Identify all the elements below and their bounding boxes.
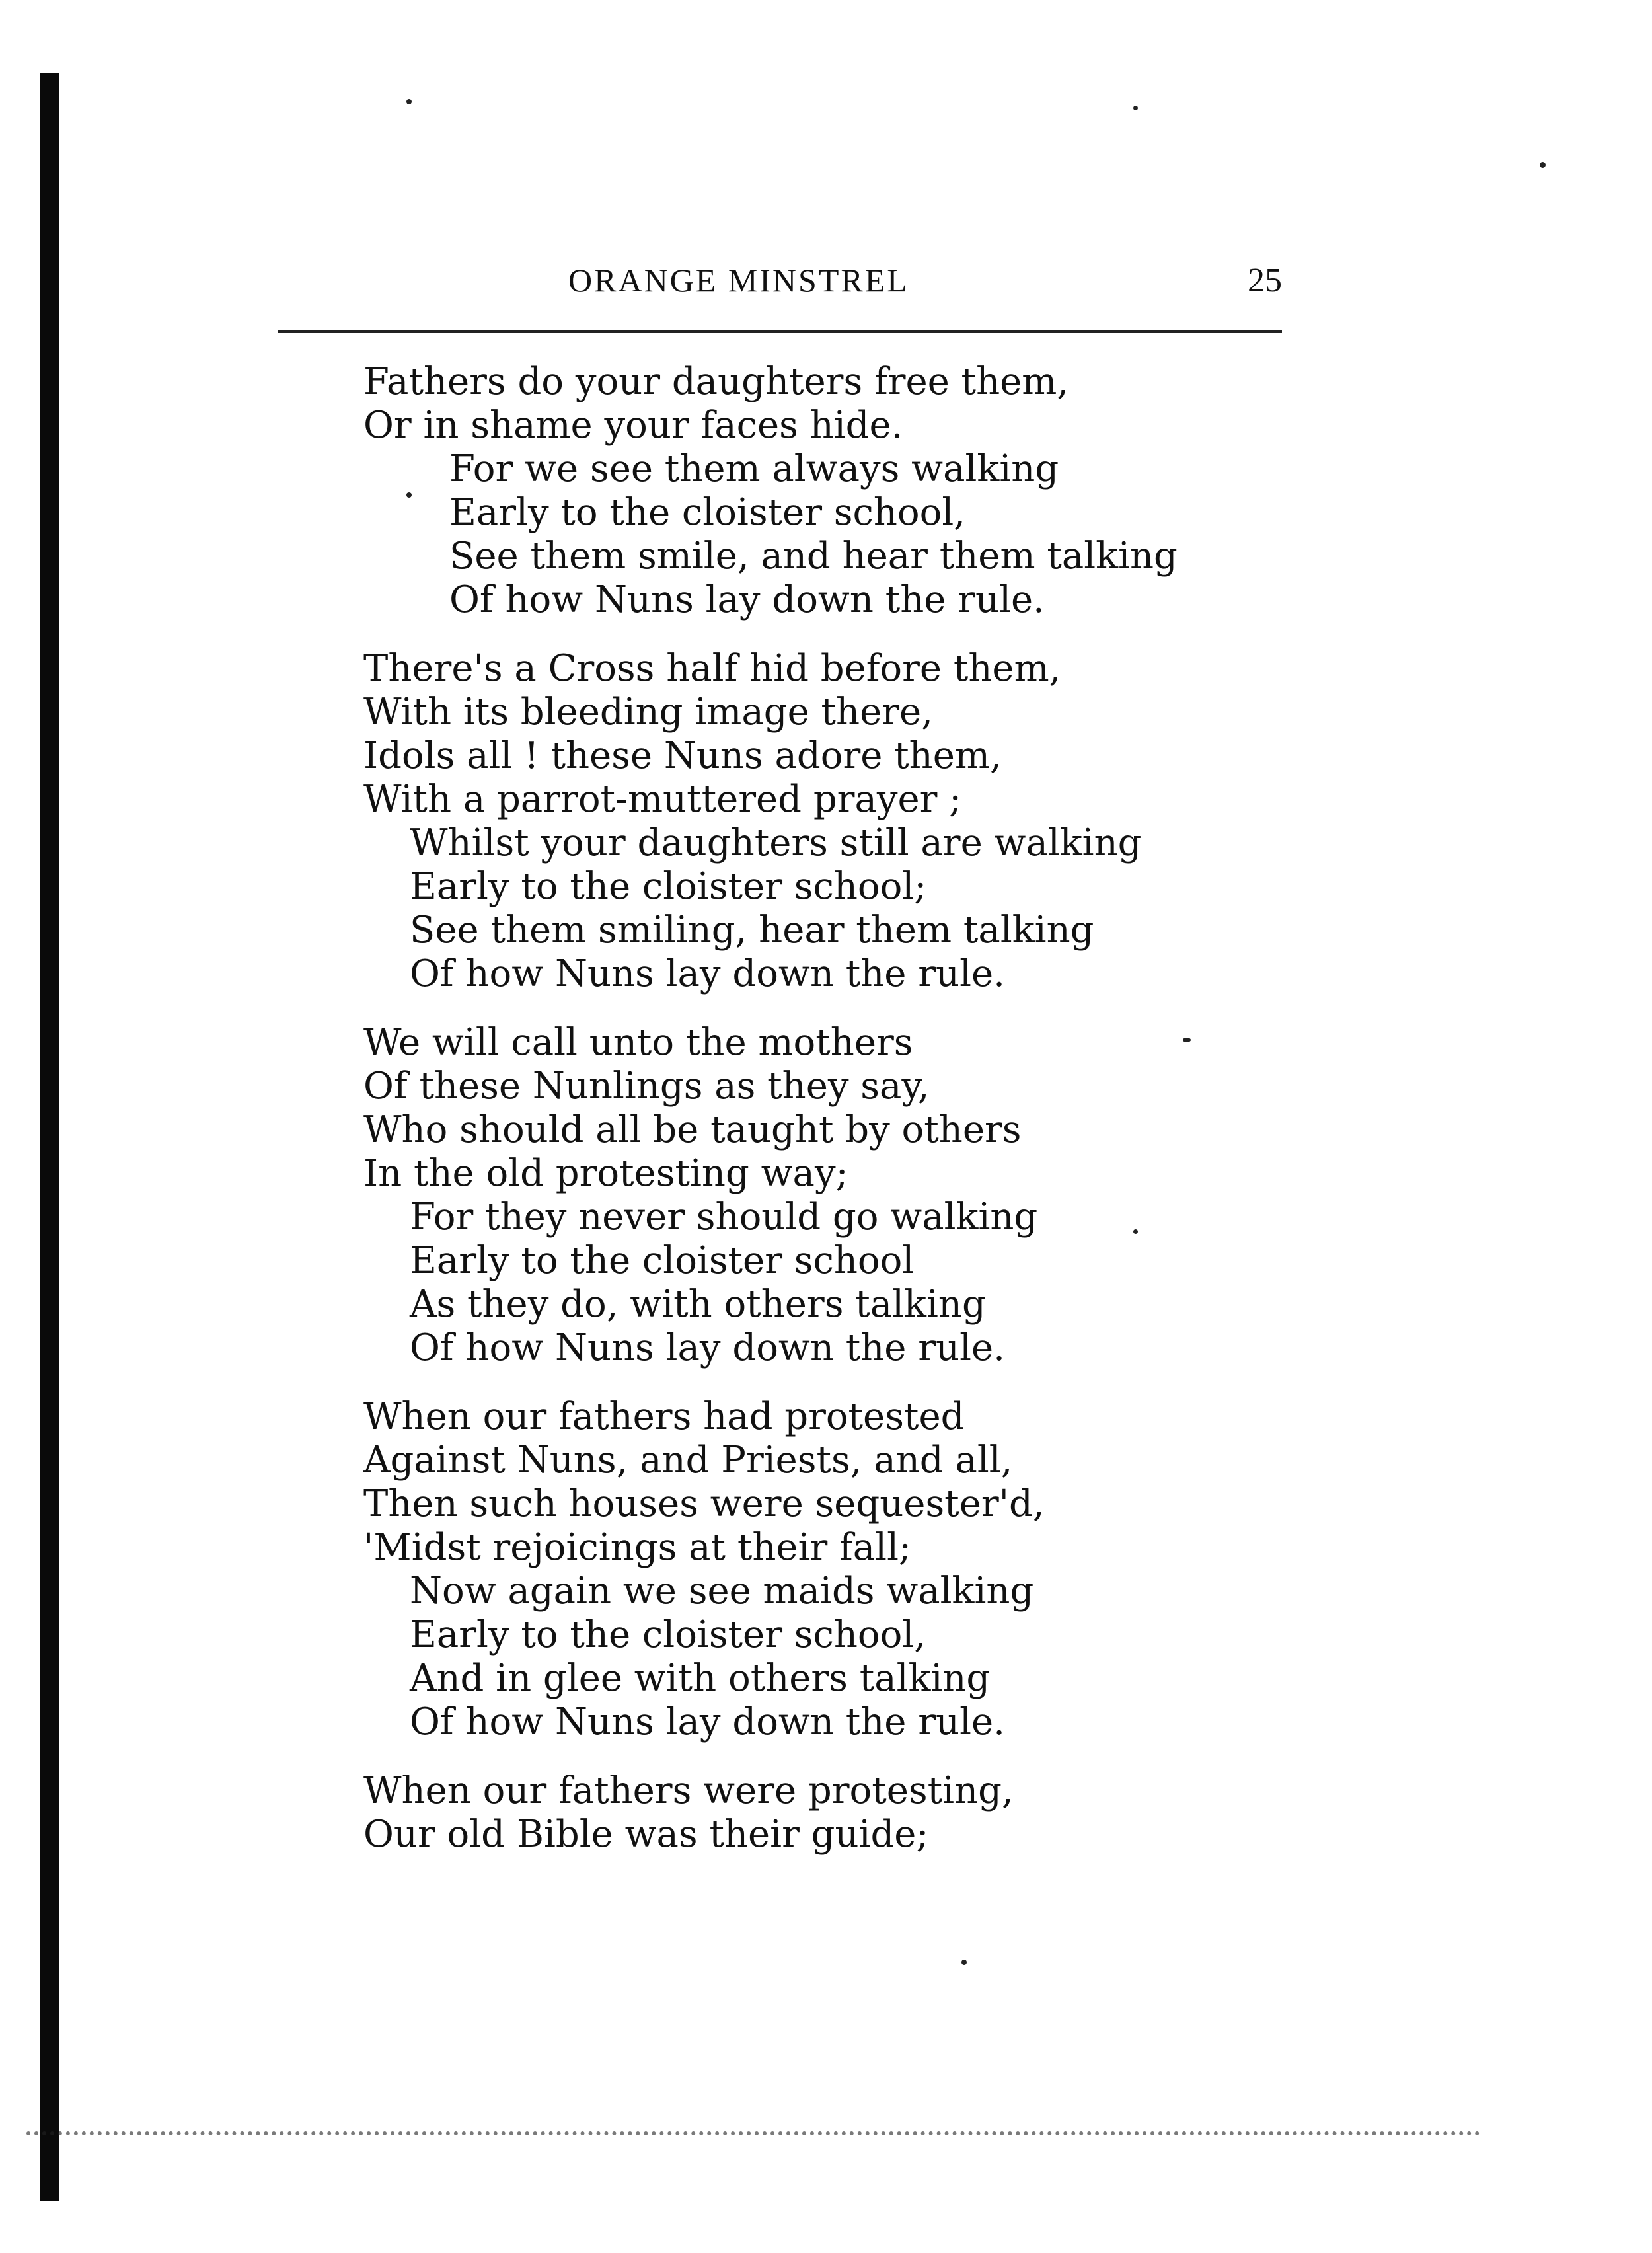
poem-line: Of these Nunlings as they say, — [363, 1065, 930, 1108]
poem-line: Whilst your daughters still are walking — [410, 821, 1142, 864]
poem-line: Or in shame your faces hide. — [363, 404, 903, 447]
poem-line: Our old Bible was their guide; — [363, 1813, 929, 1856]
poem-line: See them smiling, hear them talking — [410, 909, 1094, 952]
page-header — [278, 261, 1282, 314]
stanza — [363, 647, 1322, 996]
poem-line: Early to the cloister school, — [410, 1613, 926, 1656]
poem-line: Against Nuns, and Priests, and all, — [363, 1439, 1013, 1482]
poem-line: Fathers do your daughters free them, — [363, 360, 1069, 403]
poem-line: There's a Cross half hid before them, — [363, 647, 1061, 690]
poem-line: In the old protesting way; — [363, 1152, 848, 1195]
poem-line: Idols all ! these Nuns adore them, — [363, 734, 1002, 777]
scan-speck — [1133, 106, 1138, 110]
poem-line: For they never should go walking — [410, 1196, 1038, 1239]
stanza — [363, 1769, 1322, 1856]
poem-line: Early to the cloister school; — [410, 865, 927, 908]
poem-line: Early to the cloister school — [410, 1239, 915, 1282]
stanza — [363, 1021, 1322, 1370]
poem-line: With its bleeding image there, — [363, 691, 933, 734]
poem-line: And in glee with others talking — [410, 1657, 991, 1700]
poem-line: See them smile, and hear them talking — [449, 535, 1178, 578]
poem-line: Early to the cloister school, — [449, 491, 966, 534]
header-rule — [278, 330, 1282, 333]
poem-line: When our fathers had protested — [363, 1395, 965, 1438]
poem-body — [363, 360, 1322, 1882]
poem-line: Then such houses were sequester'd, — [363, 1482, 1045, 1525]
poem-line: 'Midst rejoicings at their fall; — [363, 1526, 911, 1569]
poem-line: Of how Nuns lay down the rule. — [410, 1326, 1005, 1369]
poem-line: Of how Nuns lay down the rule. — [410, 1700, 1005, 1743]
poem-line: As they do, with others talking — [410, 1283, 986, 1326]
poem-line: Now again we see maids walking — [410, 1570, 1034, 1613]
stanza — [363, 1395, 1322, 1744]
scan-speck — [1540, 162, 1546, 168]
poem-line: Of how Nuns lay down the rule. — [449, 578, 1045, 621]
poem-line: When our fathers were protesting, — [363, 1769, 1014, 1812]
scan-speck — [406, 99, 412, 104]
poem-line: With a parrot-muttered prayer ; — [363, 778, 962, 821]
scan-edge-left — [40, 73, 59, 2201]
poem-line: For we see them always walking — [449, 447, 1059, 490]
poem-line: Who should all be taught by others — [363, 1108, 1022, 1151]
stanza — [363, 360, 1322, 622]
page-number: 25 — [1248, 262, 1282, 299]
poem-line: Of how Nuns lay down the rule. — [410, 952, 1005, 995]
poem-line: We will call unto the mothers — [363, 1021, 913, 1064]
scan-edge-bottom — [26, 2131, 1480, 2149]
running-title: ORANGE MINSTREL — [568, 262, 909, 299]
scan-speck — [961, 1960, 967, 1965]
